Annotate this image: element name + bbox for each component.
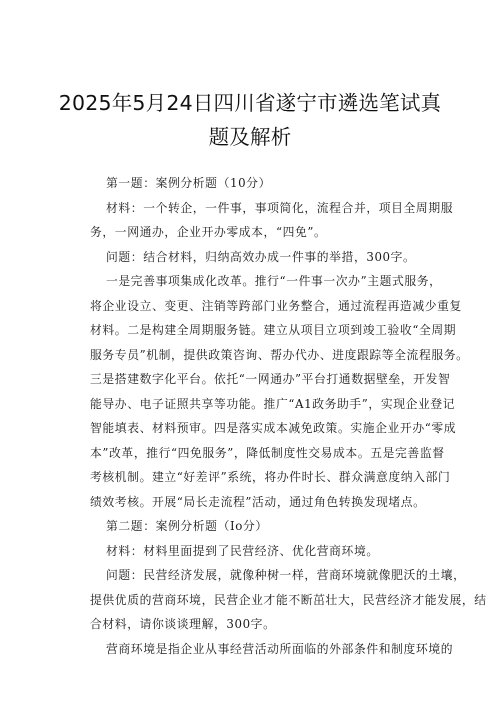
question-1-prompt: 问题：结合材料，归纳高效办成一件事的举措，300字。	[106, 250, 416, 264]
paragraph-line: 务，一网通办，企业开办零成本，“四免”。	[90, 225, 327, 239]
document-title-line-2: 题及解析	[208, 125, 292, 149]
paragraph-line: 材料。二是构建全周期服务链。建立从项目立项到竣工验收“全周期	[90, 323, 457, 337]
paragraph-line: 能导办、电子证照共享等功能。推广“A1政务助手”，实现企业登记	[90, 397, 456, 411]
question-1-material: 材料：一个转企，一件事，事项简化，流程合并，项目全周期服	[106, 201, 454, 215]
paragraph-line: 服务专员”机制，提供政策咨询、帮办代办、进度跟踪等全流程服务。	[90, 348, 469, 362]
question-2-prompt: 问题：民营经济发展，就像种树一样，营商环境就像肥沃的土壤，	[106, 568, 466, 582]
paragraph-line: 三是搭建数字化平台。依托“一网通办”平台打通数据壁垒，开发智	[90, 372, 451, 386]
question-2-heading: 第二题：案例分析题（Io分）	[106, 519, 268, 533]
paragraph-line: 智能填表、材料预审。四是落实成本减免政策。实施企业开办“零成	[90, 421, 457, 435]
question-1-heading: 第一题：案例分析题（10分）	[106, 176, 271, 190]
paragraph-line: 将企业设立、变更、注销等跨部门业务整合，通过流程再造减少重复	[90, 299, 462, 313]
answer-1-paragraph-start: 一是完善事项集成化改革。推行“一件事一次办”主题式服务，	[106, 274, 442, 288]
paragraph-line: 本”改革，推行“四免服务”，降低制度性交易成本。五是完善监督	[90, 446, 445, 460]
paragraph-line: 考核机制。建立“好差评”系统，将办件时长、群众满意度纳入部门	[90, 470, 451, 484]
paragraph-line: 绩效考核。开展“局长走流程”活动，通过角色转换发现堵点。	[90, 495, 426, 509]
answer-2-paragraph-start: 营商环境是指企业从事经营活动所面临的外部条件和制度环境的	[106, 642, 454, 656]
paragraph-line: 提供优质的营商环境，民营企业才能不断茁壮大，民营经济才能发展，结	[90, 593, 487, 607]
paragraph-line: 合材料，请你谈谈理解，300字。	[90, 617, 276, 631]
document-title-line-1: 2025年5月24日四川省遂宁市遴选笔试真	[58, 91, 442, 115]
question-2-material: 材料：材料里面提到了民营经济、优化营商环境。	[106, 544, 379, 558]
